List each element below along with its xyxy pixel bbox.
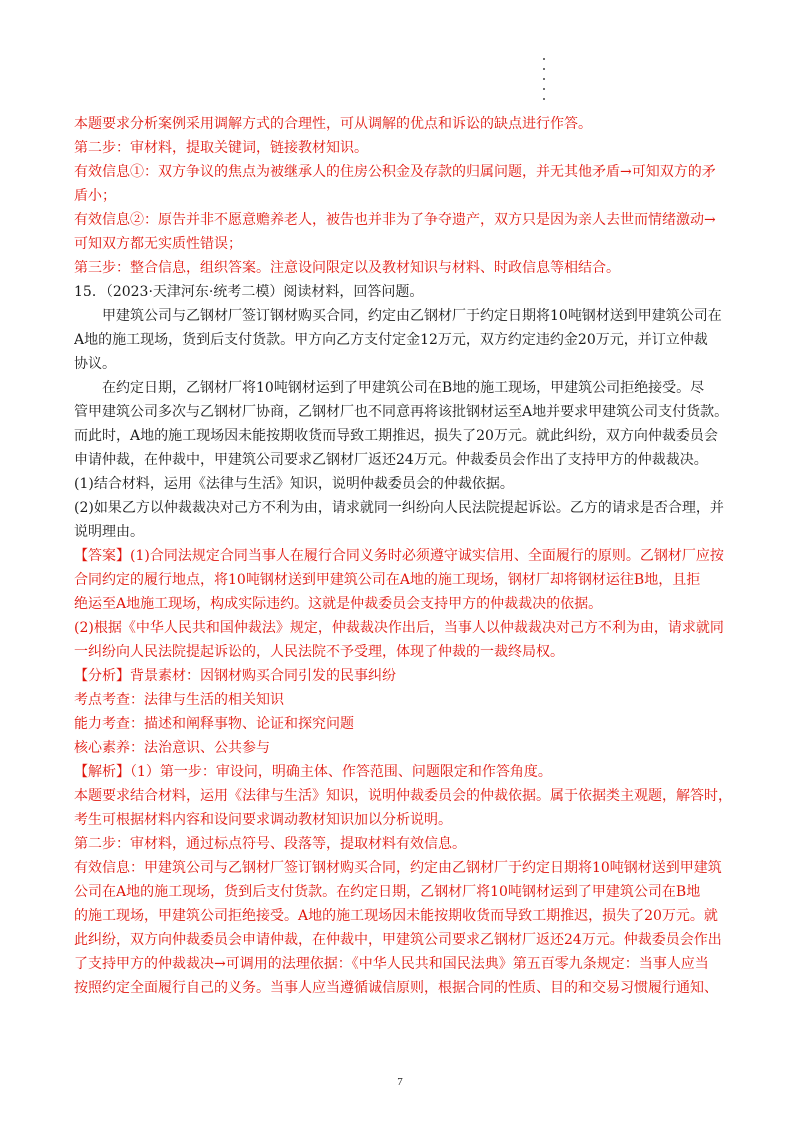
paragraph xyxy=(74,472,734,496)
text-line: 有效信息②：原告并非不愿意赡养老人，被告也并非为了争夺遗产，双方只是因为亲人去世而情绪激动→ xyxy=(74,212,716,228)
document-body xyxy=(74,112,734,1000)
paragraph xyxy=(74,712,734,736)
text-line: 了支持甲方的仲裁裁决→可调用的法理依据：《中华人民共和国民法典》第五百零九条规定：当事人应当 xyxy=(74,956,709,972)
paragraph xyxy=(74,856,734,1000)
text-line: (1)结合材料，运用《法律与生活》知识，说明仲裁委员会的仲裁依据。 xyxy=(74,476,514,492)
text-line: 第二步：审材料，通过标点符号、段落等，提取材料有效信息。 xyxy=(74,836,466,852)
paragraph xyxy=(74,160,734,208)
paragraph xyxy=(74,784,734,832)
text-line: 能力考查：描述和阐释事物、论证和探究问题 xyxy=(74,716,354,732)
text-line: 公司在A地的施工现场，货到后支付货款。在约定日期，乙钢材厂将10吨钢材运到了甲建筑公司在B地 xyxy=(74,884,701,900)
text-line: 15．（2023·天津河东·统考二模）阅读材料，回答问题。 xyxy=(74,284,424,300)
paragraph xyxy=(74,280,734,304)
text-line: (2)如果乙方以仲裁裁决对己方不利为由，请求就同一纠纷向人民法院提起诉讼。乙方的请求是否合理，并 xyxy=(74,500,724,516)
paragraph xyxy=(74,664,734,688)
text-line: 一纠纷向人民法院提起诉讼的，人民法院不予受理，体现了仲裁的一裁终局权。 xyxy=(74,644,564,660)
paragraph xyxy=(74,496,734,544)
paragraph xyxy=(74,616,734,664)
text-line: 有效信息①：双方争议的焦点为被继承人的住房公积金及存款的归属问题，并无其他矛盾→可知双方的矛 xyxy=(74,164,716,180)
text-line: 第二步：审材料，提取关键词，链接教材知识。 xyxy=(74,140,368,156)
text-line: 【答案】(1)合同法规定合同当事人在履行合同义务时必须遵守诚实信用、全面履行的原则。乙钢材厂应按 xyxy=(74,548,724,564)
paragraph xyxy=(74,136,734,160)
text-line: 申请仲裁，在仲裁中，甲建筑公司要求乙钢材厂返还24万元。仲裁委员会作出了支持甲方的仲裁裁决。 xyxy=(74,452,708,468)
text-line: 甲建筑公司与乙钢材厂签订钢材购买合同，约定由乙钢材厂于约定日期将10吨钢材送到甲建筑公司在 xyxy=(102,308,722,324)
text-line: 盾小； xyxy=(74,188,116,204)
text-line: 有效信息：甲建筑公司与乙钢材厂签订钢材购买合同，约定由乙钢材厂于约定日期将10吨钢材送到甲建筑 xyxy=(74,860,722,876)
paragraph xyxy=(74,736,734,760)
text-line: 【解析】（1）第一步：审设问，明确主体、作答范围、问题限定和作答角度。 xyxy=(74,764,552,780)
header-dots xyxy=(542,58,548,108)
text-line: 按照约定全面履行自己的义务。当事人应当遵循诚信原则，根据合同的性质、目的和交易习惯履行通知、 xyxy=(74,980,718,996)
text-line: 考生可根据材料内容和设问要求调动教材知识加以分析说明。 xyxy=(74,812,452,828)
paragraph xyxy=(74,112,734,136)
text-line: 协议。 xyxy=(74,356,116,372)
text-line: 可知双方都无实质性错误； xyxy=(74,236,242,252)
paragraph xyxy=(74,304,734,376)
page-number: 7 xyxy=(397,1076,403,1088)
paragraph xyxy=(74,256,734,280)
text-line: (2)根据《中华人民共和国仲裁法》规定，仲裁裁决作出后，当事人以仲裁裁决对己方不利为由，请求就同 xyxy=(74,620,724,636)
paragraph xyxy=(74,688,734,712)
text-line: 本题要求结合材料，运用《法律与生活》知识，说明仲裁委员会的仲裁依据。属于依据类主观题，解答时， xyxy=(74,788,732,804)
text-line: 在约定日期，乙钢材厂将10吨钢材运到了甲建筑公司在B地的施工现场，甲建筑公司拒绝接受。尽 xyxy=(102,380,705,396)
text-line: 管甲建筑公司多次与乙钢材厂协商，乙钢材厂也不同意再将该批钢材运至A地并要求甲建筑公司支付货款。 xyxy=(74,404,729,420)
text-line: 说明理由。 xyxy=(74,524,144,540)
paragraph xyxy=(74,760,734,784)
paragraph xyxy=(74,832,734,856)
text-line: 考点考查：法律与生活的相关知识 xyxy=(74,692,284,708)
text-line: 核心素养：法治意识、公共参与 xyxy=(74,740,270,756)
text-line: 本题要求分析案例采用调解方式的合理性，可从调解的优点和诉讼的缺点进行作答。 xyxy=(74,116,592,132)
text-line: A地的施工现场，货到后支付货款。甲方向乙方支付定金12万元，双方约定违约金20万元，并订立仲裁 xyxy=(74,332,708,348)
paragraph xyxy=(74,208,734,256)
text-line: 绝运至A地施工现场，构成实际违约。这就是仲裁委员会支持甲方的仲裁裁决的依据。 xyxy=(74,596,603,612)
text-line: 第三步：整合信息，组织答案。注意设问限定以及教材知识与材料、时政信息等相结合。 xyxy=(74,260,620,276)
text-line: 【分析】背景素材：因钢材购买合同引发的民事纠纷 xyxy=(74,668,396,684)
paragraph xyxy=(74,544,734,616)
text-line: 合同约定的履行地点，将10吨钢材送到甲建筑公司在A地的施工现场，钢材厂却将钢材运往B地，且拒 xyxy=(74,572,701,588)
text-line: 的施工现场，甲建筑公司拒绝接受。A地的施工现场因未能按期收货而导致工期推迟，损失了20万元。就 xyxy=(74,908,718,924)
text-line: 此纠纷，双方向仲裁委员会申请仲裁，在仲裁中，甲建筑公司要求乙钢材厂返还24万元。仲裁委员会作出 xyxy=(74,932,722,948)
text-line: 而此时，A地的施工现场因未能按期收货而导致工期推迟，损失了20万元。就此纠纷，双方向仲裁委员会 xyxy=(74,428,718,444)
paragraph xyxy=(74,376,734,472)
